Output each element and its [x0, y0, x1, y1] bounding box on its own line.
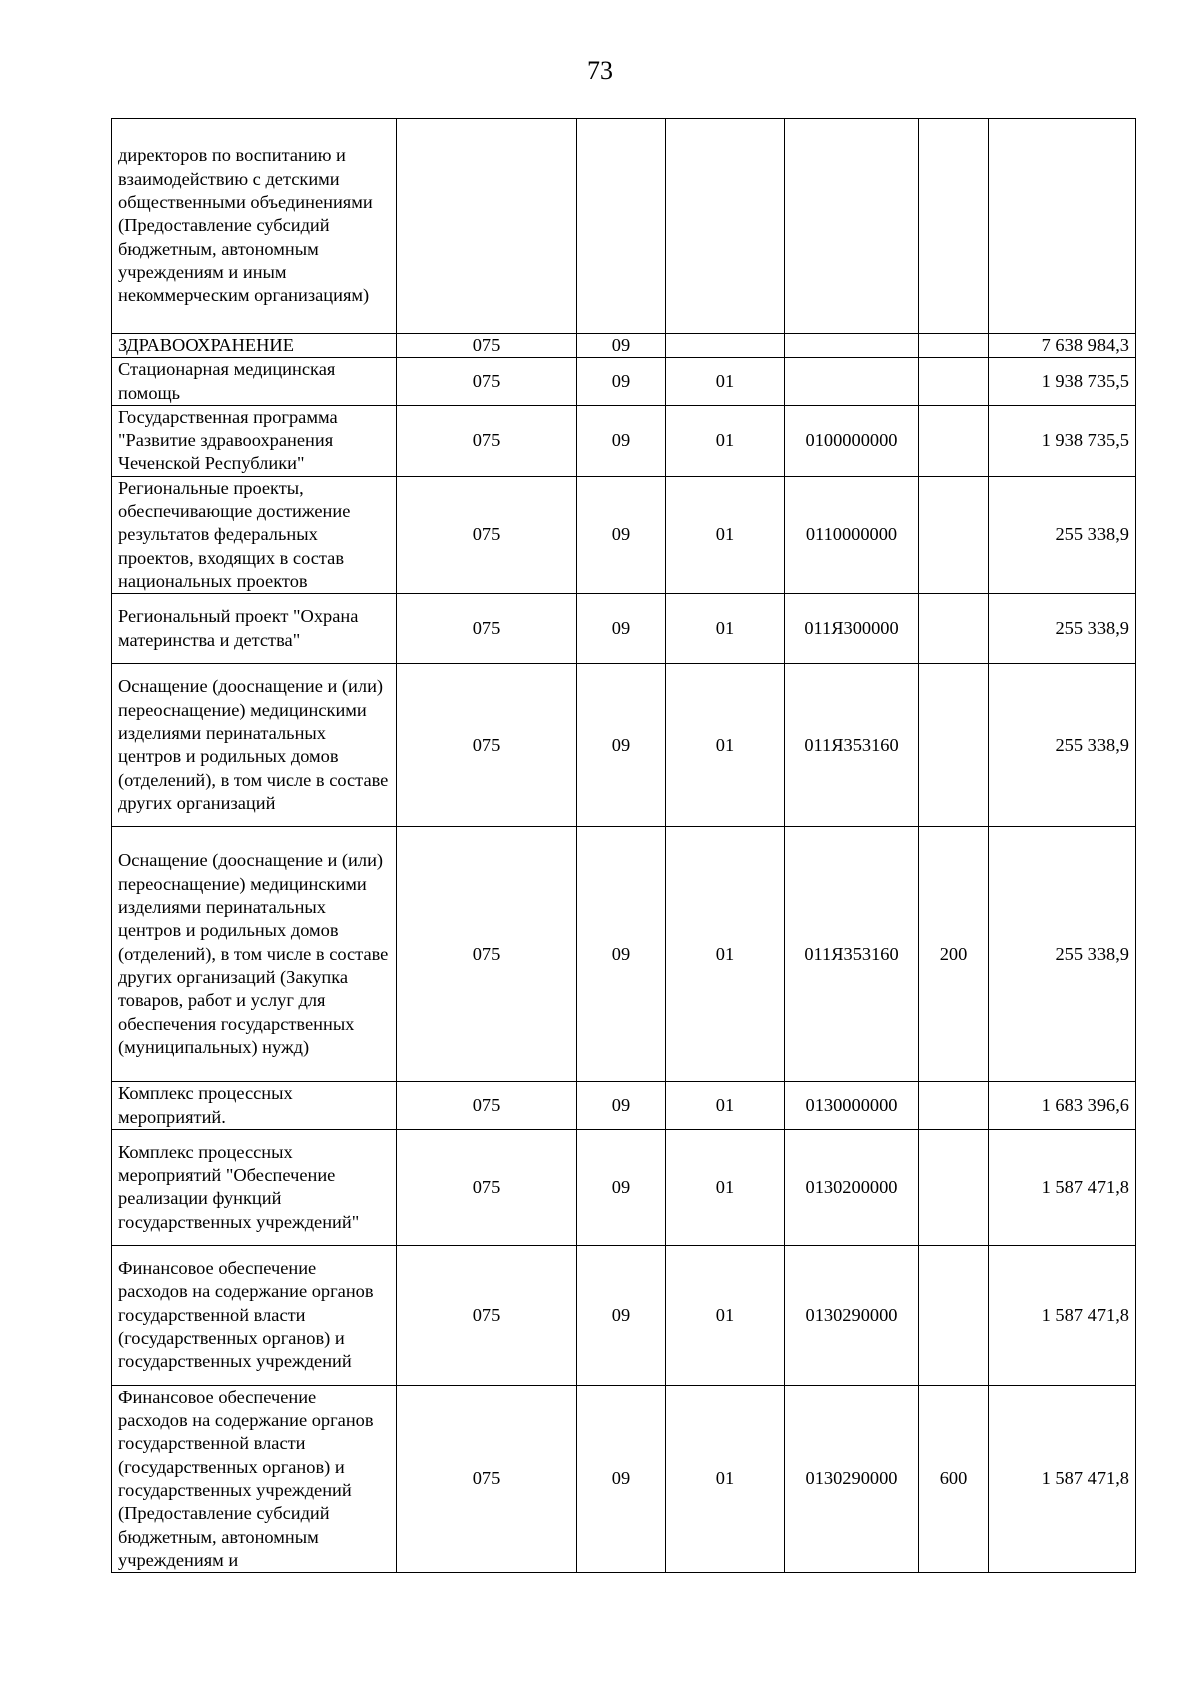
row-section-code — [577, 119, 666, 334]
row-subsection-code: 01 — [666, 405, 785, 476]
row-target-code — [785, 119, 919, 334]
table-row — [112, 664, 1136, 827]
table-row — [112, 594, 1136, 664]
row-expense-type-code — [919, 405, 989, 476]
row-expense-type-code: 200 — [919, 827, 989, 1082]
row-name-cell: Оснащение (дооснащение и (или) переоснащение) медицинскими изделиями перинатальных центров и родильных домов (отделений), в том числе в составе других организаций (Закупка товаров, работ и услуг для обеспечения государственных (муниципальных) нужд) — [112, 827, 397, 1082]
row-name-cell: Комплекс процессных мероприятий "Обеспечение реализации функций государственных учреждений" — [112, 1129, 397, 1245]
table-row — [112, 1082, 1136, 1130]
row-target-code — [785, 334, 919, 358]
row-expense-type-code — [919, 1245, 989, 1385]
row-section-code: 09 — [577, 1129, 666, 1245]
row-subsection-code: 01 — [666, 476, 785, 593]
row-expense-type-code — [919, 664, 989, 827]
row-ministry-code: 075 — [397, 334, 577, 358]
row-target-code: 0130290000 — [785, 1245, 919, 1385]
row-target-code: 0110000000 — [785, 476, 919, 593]
row-name-cell: Стационарная медицинская помощь — [112, 358, 397, 406]
row-sum — [989, 119, 1136, 334]
row-section-code: 09 — [577, 358, 666, 406]
row-ministry-code: 075 — [397, 476, 577, 593]
row-ministry-code: 075 — [397, 594, 577, 664]
row-expense-type-code — [919, 1082, 989, 1130]
budget-table-body — [112, 119, 1136, 1573]
row-section-code: 09 — [577, 1245, 666, 1385]
row-ministry-code: 075 — [397, 1245, 577, 1385]
row-section-code: 09 — [577, 476, 666, 593]
row-name-cell: Комплекс процессных мероприятий. — [112, 1082, 397, 1130]
row-sum: 255 338,9 — [989, 594, 1136, 664]
row-sum: 1 938 735,5 — [989, 405, 1136, 476]
row-subsection-code — [666, 119, 785, 334]
row-ministry-code — [397, 119, 577, 334]
row-target-code: 011Я353160 — [785, 827, 919, 1082]
budget-table — [111, 118, 1136, 1573]
row-ministry-code: 075 — [397, 1082, 577, 1130]
row-name-cell: Финансовое обеспечение расходов на содержание органов государственной власти (государственных органов) и государственных учреждений — [112, 1245, 397, 1385]
row-target-code: 0130200000 — [785, 1129, 919, 1245]
row-expense-type-code: 600 — [919, 1385, 989, 1572]
row-target-code: 0130290000 — [785, 1385, 919, 1572]
row-ministry-code: 075 — [397, 827, 577, 1082]
table-row — [112, 1245, 1136, 1385]
row-ministry-code: 075 — [397, 664, 577, 827]
table-row — [112, 358, 1136, 406]
row-subsection-code — [666, 334, 785, 358]
row-sum: 1 587 471,8 — [989, 1245, 1136, 1385]
row-name-cell: Региональные проекты, обеспечивающие достижение результатов федеральных проектов, входящих в состав национальных проектов — [112, 476, 397, 593]
row-target-code: 011Я300000 — [785, 594, 919, 664]
row-subsection-code: 01 — [666, 827, 785, 1082]
row-name-cell: Финансовое обеспечение расходов на содержание органов государственной власти (государственных органов) и государственных учреждений (Предоставление субсидий бюджетным, автономным учреждениям и — [112, 1385, 397, 1572]
row-expense-type-code — [919, 334, 989, 358]
row-ministry-code: 075 — [397, 405, 577, 476]
row-sum: 255 338,9 — [989, 827, 1136, 1082]
row-subsection-code: 01 — [666, 358, 785, 406]
row-name-cell: Государственная программа "Развитие здравоохранения Чеченской Республики" — [112, 405, 397, 476]
row-sum: 1 938 735,5 — [989, 358, 1136, 406]
row-target-code: 0130000000 — [785, 1082, 919, 1130]
table-row — [112, 119, 1136, 334]
row-sum: 255 338,9 — [989, 476, 1136, 593]
table-row — [112, 827, 1136, 1082]
row-expense-type-code — [919, 594, 989, 664]
row-subsection-code: 01 — [666, 1129, 785, 1245]
row-expense-type-code — [919, 358, 989, 406]
row-target-code — [785, 358, 919, 406]
row-name-cell: Оснащение (дооснащение и (или) переоснащение) медицинскими изделиями перинатальных центров и родильных домов (отделений), в том числе в составе других организаций — [112, 664, 397, 827]
page-number: 73 — [587, 56, 613, 85]
row-subsection-code: 01 — [666, 1082, 785, 1130]
row-sum: 255 338,9 — [989, 664, 1136, 827]
row-section-code: 09 — [577, 827, 666, 1082]
row-target-code: 011Я353160 — [785, 664, 919, 827]
row-name-cell: Региональный проект "Охрана материнства и детства" — [112, 594, 397, 664]
table-row — [112, 1385, 1136, 1572]
row-subsection-code: 01 — [666, 664, 785, 827]
table-row — [112, 405, 1136, 476]
row-section-code: 09 — [577, 664, 666, 827]
row-ministry-code: 075 — [397, 358, 577, 406]
table-row — [112, 1129, 1136, 1245]
row-section-code: 09 — [577, 1385, 666, 1572]
row-sum: 7 638 984,3 — [989, 334, 1136, 358]
row-sum: 1 683 396,6 — [989, 1082, 1136, 1130]
row-subsection-code: 01 — [666, 1245, 785, 1385]
row-expense-type-code — [919, 476, 989, 593]
row-name-cell: директоров по воспитанию и взаимодействию с детскими общественными объединениями (Предоставление субсидий бюджетным, автономным учреждениям и иным некоммерческим организациям) — [112, 119, 397, 334]
row-section-code: 09 — [577, 594, 666, 664]
row-target-code: 0100000000 — [785, 405, 919, 476]
row-expense-type-code — [919, 119, 989, 334]
row-sum: 1 587 471,8 — [989, 1385, 1136, 1572]
row-subsection-code: 01 — [666, 594, 785, 664]
row-section-code: 09 — [577, 1082, 666, 1130]
table-row — [112, 334, 1136, 358]
row-sum: 1 587 471,8 — [989, 1129, 1136, 1245]
table-row — [112, 476, 1136, 593]
row-ministry-code: 075 — [397, 1385, 577, 1572]
row-section-code: 09 — [577, 405, 666, 476]
row-ministry-code: 075 — [397, 1129, 577, 1245]
row-name-cell: ЗДРАВООХРАНЕНИЕ — [112, 334, 397, 358]
row-subsection-code: 01 — [666, 1385, 785, 1572]
row-section-code: 09 — [577, 334, 666, 358]
row-expense-type-code — [919, 1129, 989, 1245]
